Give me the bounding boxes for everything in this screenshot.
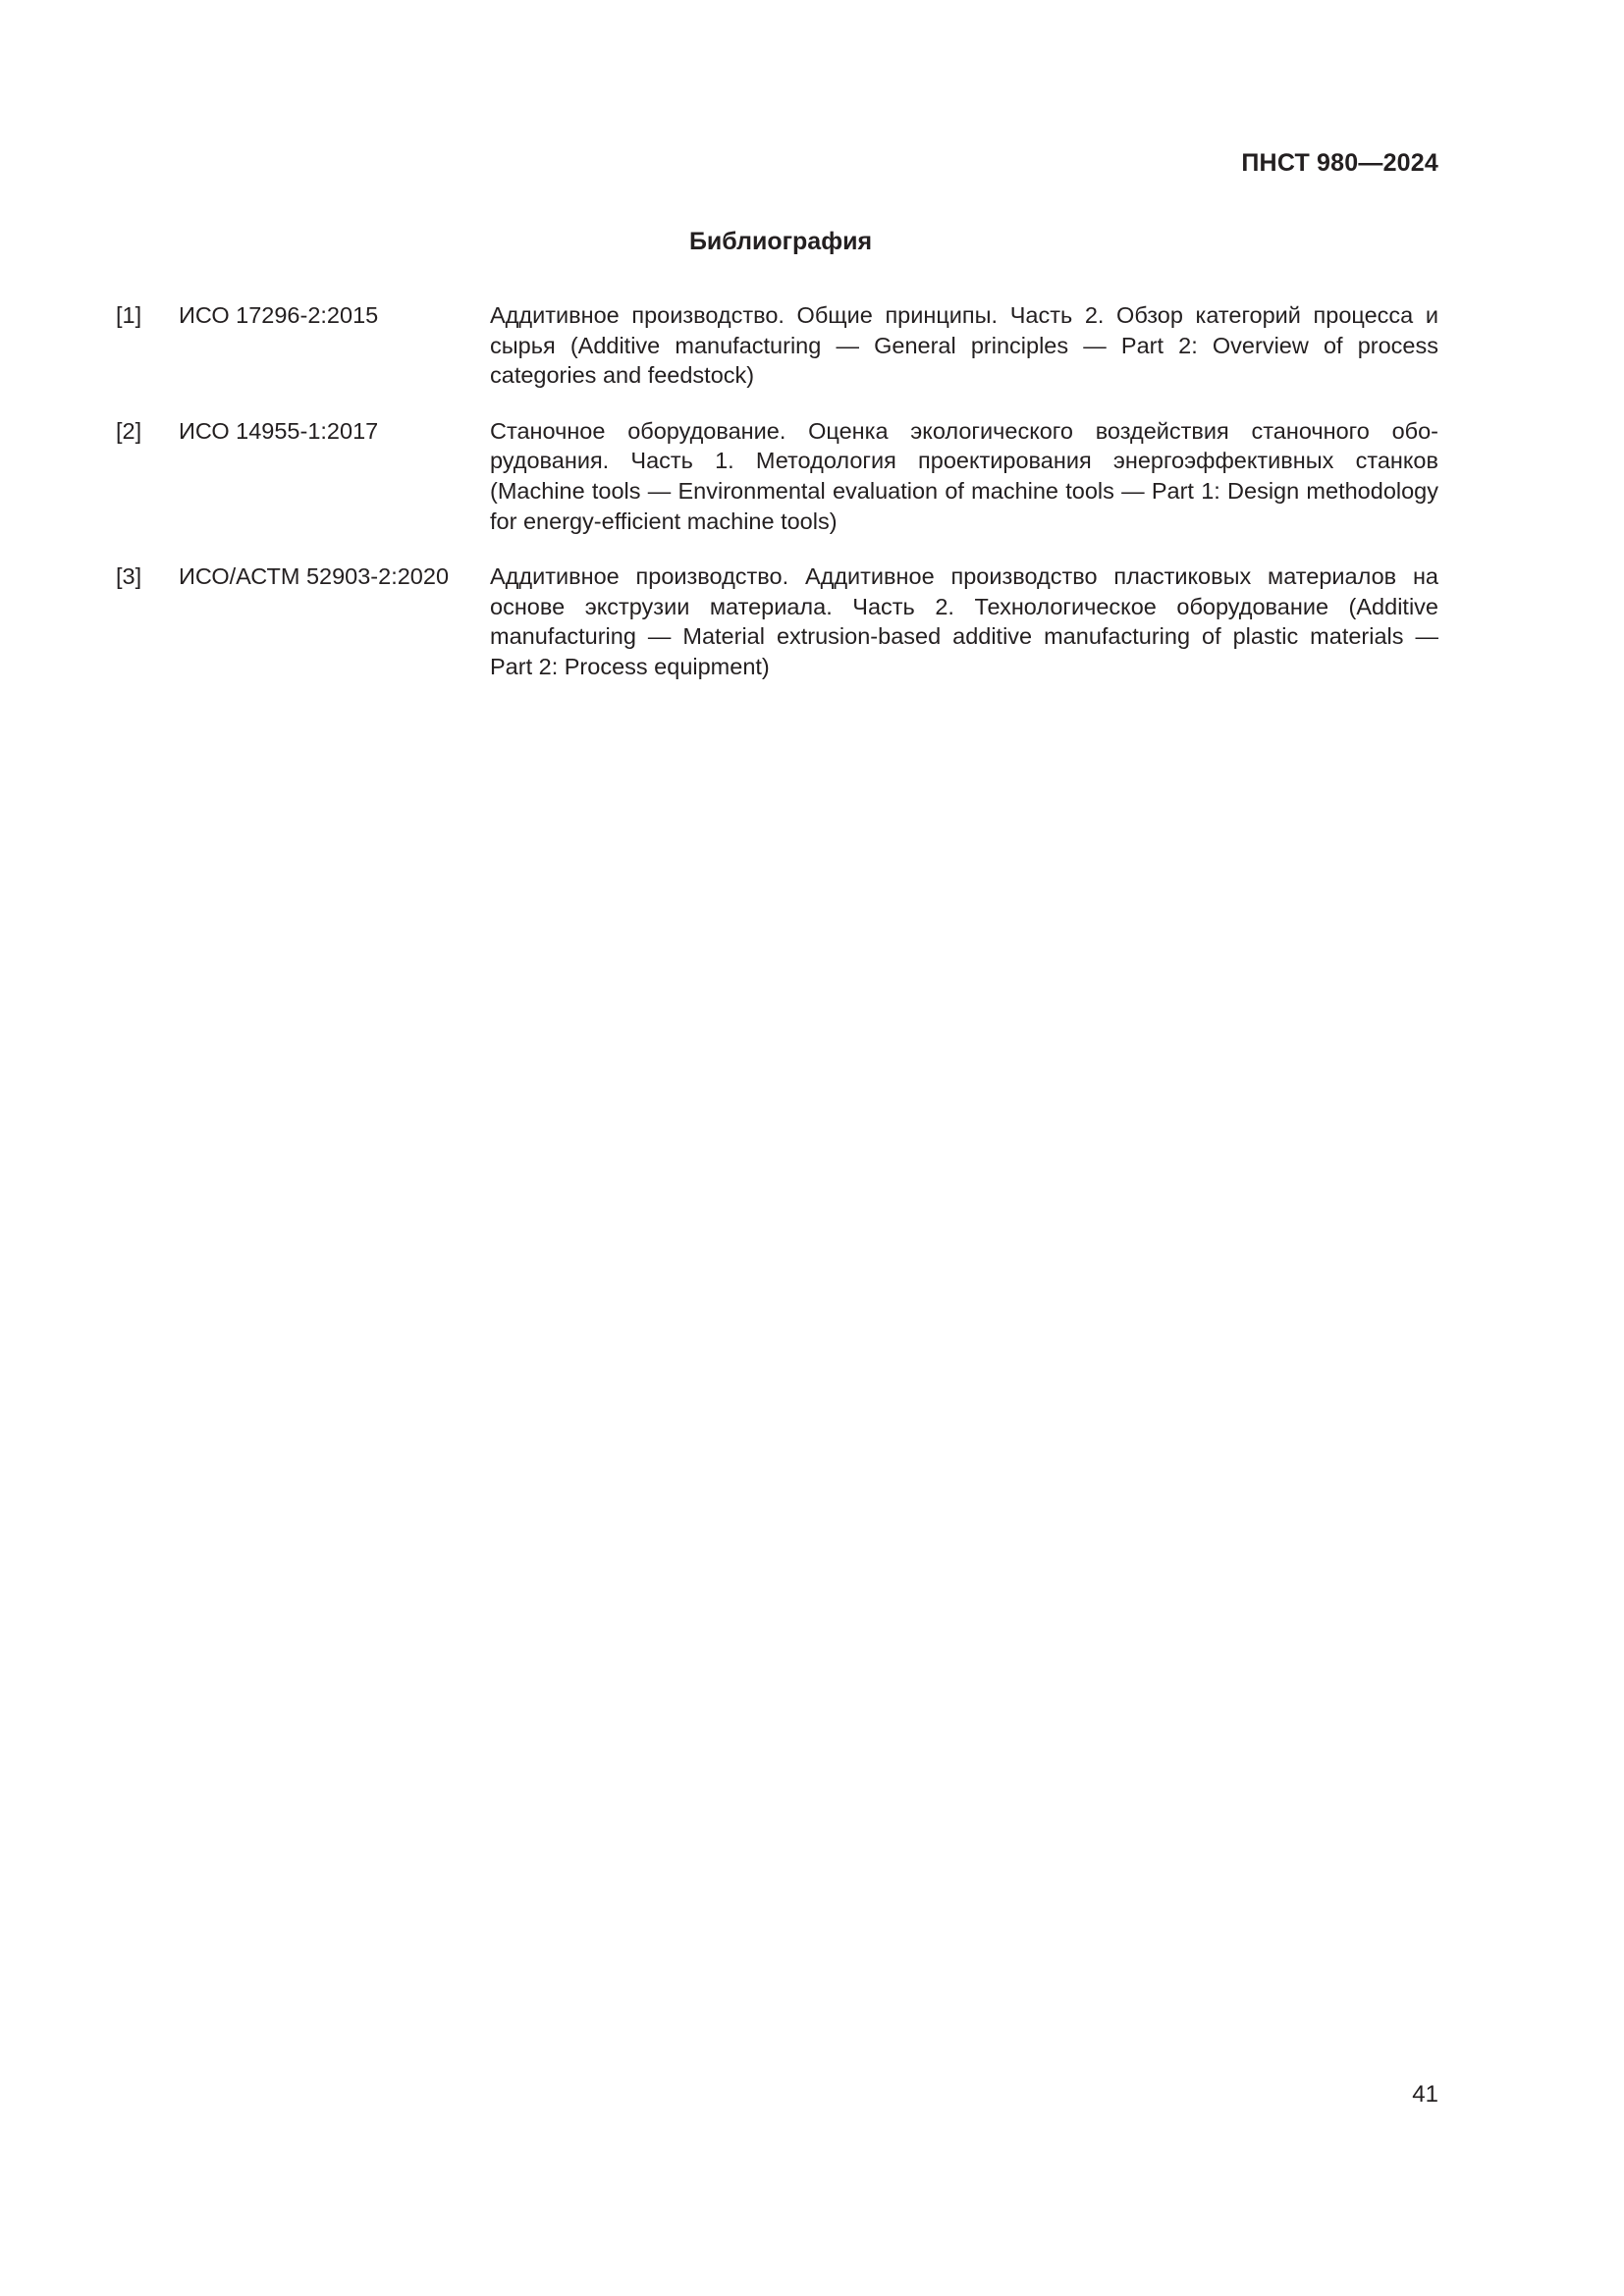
standard-code: ИСО 14955-1:2017 bbox=[179, 417, 379, 444]
entry-description: Аддитивное производство. Аддитивное производство пластиковых материалов на основе экструзии материала. Часть 2. Технологическое оборудование (Additive manufacturing — Material extrusion-based additive manufacturing of plastic materials — Part 2: Process equipment) bbox=[490, 563, 1438, 679]
entry-number: [3] bbox=[116, 563, 142, 590]
entry-description: Станочное оборудование. Оценка экологического воздействия станочного оборудования. Часть 1. Методология проектирования энергоэффективных станков (Machine tools — Environmental evaluation of machine tools — Part 1: Design methodology for energy-efficient machine tools) bbox=[490, 417, 1438, 534]
entry-description: Аддитивное производство. Общие принципы. Часть 2. Обзор категорий процесса и сырья (Additive manufacturing — General principles — Part 2: Overview of process categories and feedstock) bbox=[490, 302, 1438, 389]
bibliography-entry bbox=[116, 561, 1438, 681]
bibliography-entry bbox=[116, 300, 1438, 391]
page-number: 41 bbox=[1412, 2081, 1438, 2108]
document-code: ПНСТ 980—2024 bbox=[1241, 149, 1438, 177]
entry-number: [2] bbox=[116, 417, 142, 444]
standard-code: ИСО 17296-2:2015 bbox=[179, 302, 379, 328]
entry-number: [1] bbox=[116, 302, 142, 328]
bibliography-entry bbox=[116, 416, 1438, 536]
bibliography-list bbox=[116, 300, 1438, 708]
standard-code: ИСО/АСТМ 52903-2:2020 bbox=[179, 563, 450, 590]
section-title: Библиография bbox=[688, 228, 873, 255]
